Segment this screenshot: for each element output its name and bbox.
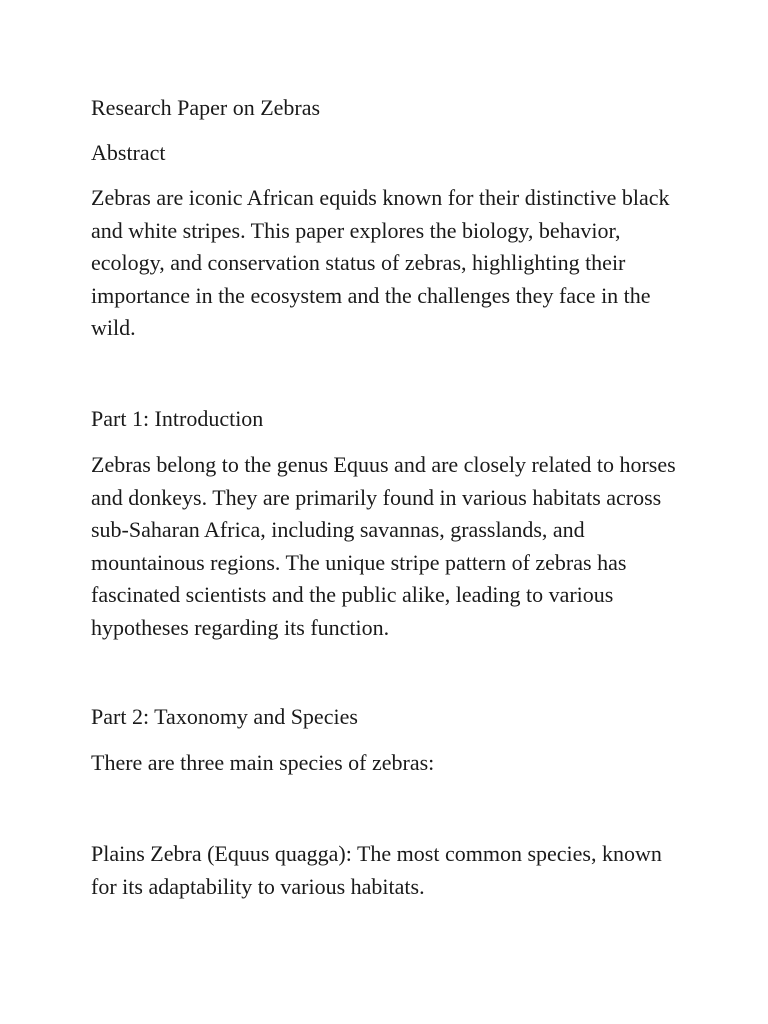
part1-paragraph: Zebras belong to the genus Equus and are closely related to horses and donkeys. They are primarily found in various habitats across sub-Saharan Africa, including savannas, grasslands, and mountainous regions. The unique stripe pattern of zebras has fascinated scientists and the public alike, leading to various hypotheses regarding its function. <box>91 452 676 640</box>
part1-heading: Part 1: Introduction <box>91 406 264 431</box>
species-paragraph: Plains Zebra (Equus quagga): The most common species, known for its adaptability to various habitats. <box>91 841 662 899</box>
abstract-paragraph: Zebras are iconic African equids known for their distinctive black and white stripes. This paper explores the biology, behavior, ecology, and conservation status of zebras, highlighting their importance in the ecosystem and the challenges they face in the wild. <box>91 185 670 340</box>
part2-paragraph: There are three main species of zebras: <box>91 750 435 775</box>
part2-heading: Part 2: Taxonomy and Species <box>91 704 358 729</box>
abstract-heading: Abstract <box>91 140 166 165</box>
document-title: Research Paper on Zebras <box>91 95 321 120</box>
